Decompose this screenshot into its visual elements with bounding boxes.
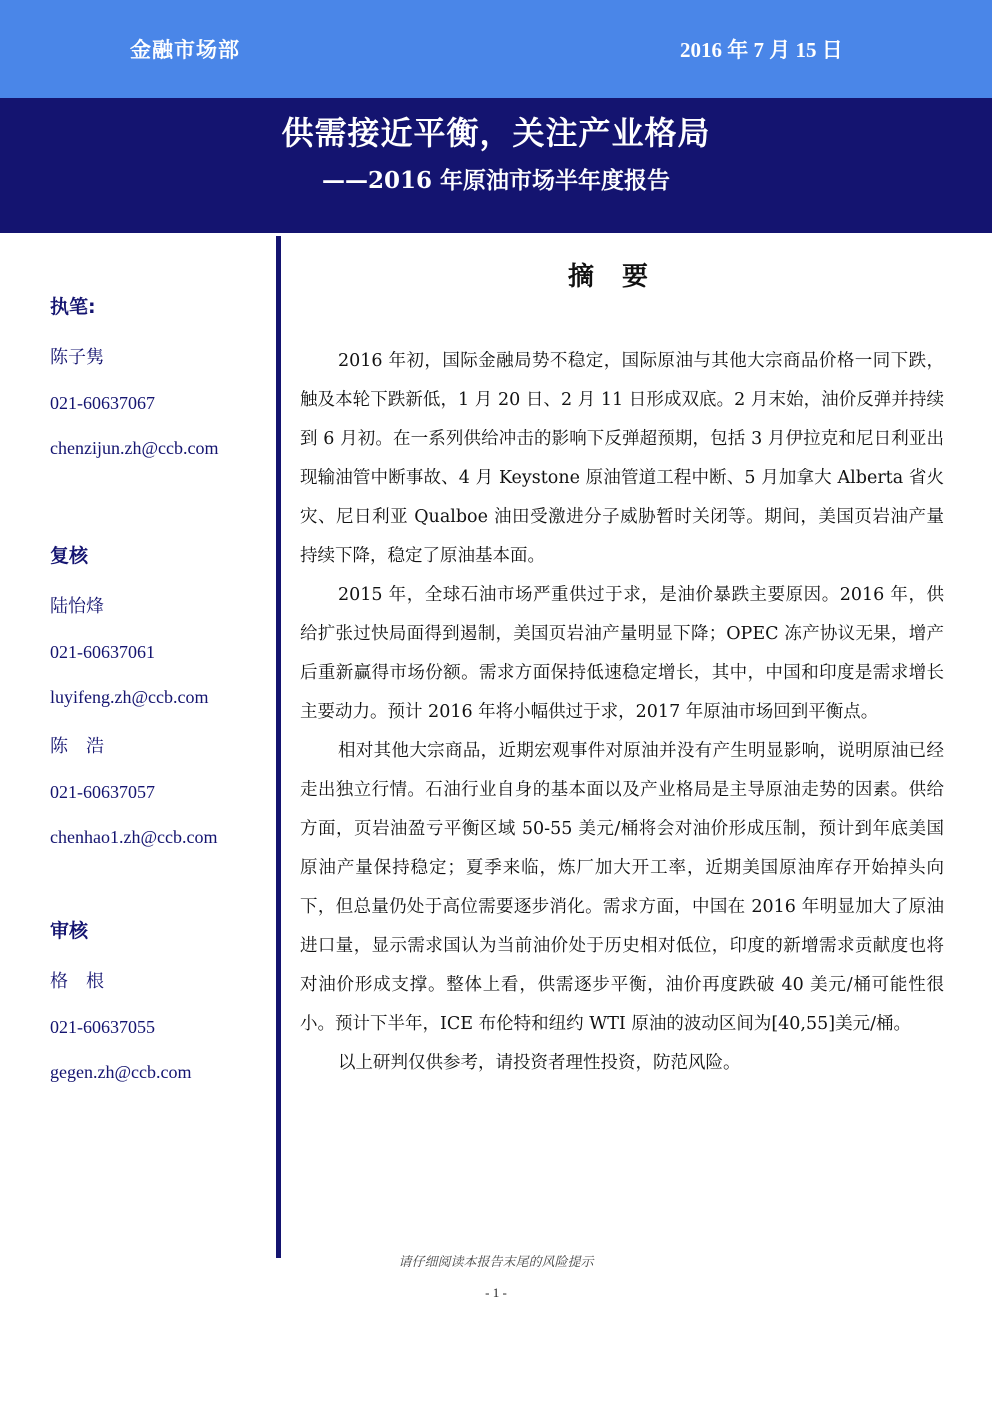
page-number: - 1 -: [485, 1285, 507, 1300]
reviewer-phone: 021-60637061: [50, 642, 155, 662]
review-section: [50, 541, 270, 848]
author-name: 陈子隽: [50, 347, 104, 368]
reviewer-name: 陈 浩: [50, 736, 104, 757]
summary-body: [300, 342, 944, 1083]
author-phone: 021-60637067: [50, 393, 155, 413]
review-heading: 复核: [50, 545, 89, 567]
author-section: [50, 292, 270, 459]
approver-email[interactable]: gegen.zh@ccb.com: [50, 1062, 192, 1082]
report-date: 2016 年 7 月 15 日: [680, 38, 843, 62]
approver-name: 格 根: [50, 971, 104, 992]
summary-paragraph: 2016 年初，国际金融局势不稳定，国际原油与其他大宗商品价格一同下跌，触及本轮下跌新低，1 月 20 日、2 月 11 日形成双底。2 月末始，油价反弹并持续到 6 月初。在一系列供给冲击的影响下反弹超预期，包括 3 月伊拉克和尼日利亚出现输油管中断事故、4 月 Keystone 原油管道工程中断、5 月加拿大 Alberta 省火灾、尼日利亚 Qualboe 油田受激进分子威胁暂时关闭等。期间，美国页岩油产量持续下降，稳定了原油基本面。: [300, 351, 944, 566]
reviewer-phone: 021-60637057: [50, 782, 155, 802]
column-divider: [276, 236, 281, 1258]
summary-paragraph: 2015 年，全球石油市场严重供过于求，是油价暴跌主要原因。2016 年，供给扩张过快局面得到遏制，美国页岩油产量明显下降；OPEC 冻产协议无果，增产后重新赢得市场份额。需求方面保持低速稳定增长，其中，中国和印度是需求增长主要动力。预计 2016 年将小幅供过于求，2017 年原油市场回到平衡点。: [300, 585, 944, 722]
top-banner: [0, 0, 992, 98]
contact-sidebar: [50, 292, 270, 1083]
approval-section: [50, 916, 270, 1083]
report-subtitle: ——2016 年原油市场半年度报告: [321, 167, 671, 194]
summary-heading: 摘要: [567, 262, 676, 292]
reviewer-email[interactable]: luyifeng.zh@ccb.com: [50, 687, 209, 707]
risk-notice: 请仔细阅读本报告末尾的风险提示: [398, 1255, 594, 1270]
department-name: 金融市场部: [130, 37, 240, 62]
author-email[interactable]: chenzijun.zh@ccb.com: [50, 438, 219, 458]
summary-paragraph: 以上研判仅供参考，请投资者理性投资，防范风险。: [338, 1053, 741, 1073]
approver-phone: 021-60637055: [50, 1017, 155, 1037]
summary-paragraph: 相对其他大宗商品，近期宏观事件对原油并没有产生明显影响，说明原油已经走出独立行情。石油行业自身的基本面以及产业格局是主导原油走势的因素。供给方面，页岩油盈亏平衡区域 50-55 美元/桶将会对油价形成压制，预计到年底美国原油产量保持稳定；夏季来临，炼厂加大开工率，近期美国原油库存开始掉头向下，但总量仍处于高位需要逐步消化。需求方面，中国在 2016 年明显加大了原油进口量，显示需求国认为当前油价处于历史相对低位，印度的新增需求贡献度也将对油价形成支撑。整体上看，供需逐步平衡，油价再度跌破 40 美元/桶可能性很小。预计下半年，ICE 布伦特和纽约 WTI 原油的波动区间为[40,55]美元/桶。: [300, 741, 944, 1034]
reviewer-email[interactable]: chenhao1.zh@ccb.com: [50, 827, 218, 847]
reviewer-name: 陆怡烽: [50, 596, 104, 617]
report-title: 供需接近平衡，关注产业格局: [281, 114, 711, 152]
approval-heading: 审核: [50, 920, 89, 942]
title-banner: [0, 98, 992, 233]
author-heading: 执笔:: [50, 296, 96, 318]
